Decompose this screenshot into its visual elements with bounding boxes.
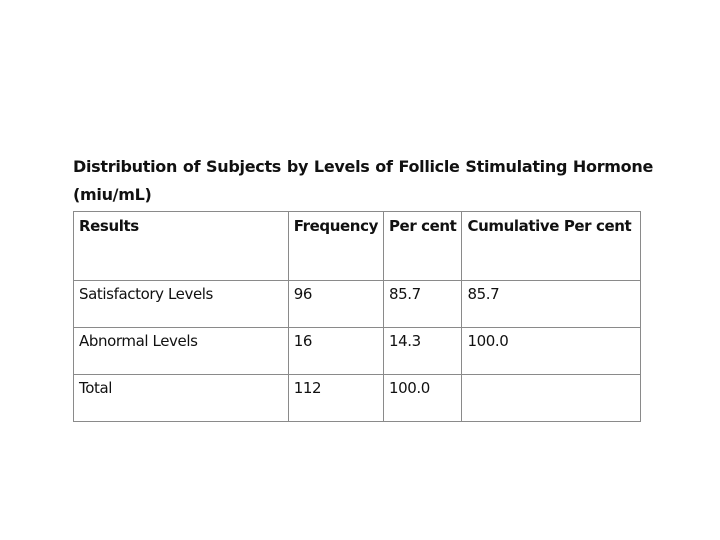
header-per-cent: Per cent: [383, 212, 462, 281]
table-header-row: [74, 212, 641, 281]
cell-per-cent: 85.7: [383, 281, 462, 328]
table-title-line-2: (miu/mL): [73, 185, 152, 204]
table-title-line-1: Distribution of Subjects by Levels of Follicle Stimulating Hormone: [73, 157, 653, 176]
cell-frequency: 112: [288, 375, 383, 422]
table-row-abnormal: [74, 328, 641, 375]
cell-cumulative-per-cent: 100.0: [462, 328, 641, 375]
header-results: Results: [74, 212, 289, 281]
header-cumulative-per-cent: Cumulative Per cent: [462, 212, 641, 281]
table-row-satisfactory: [74, 281, 641, 328]
fsh-distribution-table: [73, 211, 641, 422]
cell-frequency: 96: [288, 281, 383, 328]
cell-result-label: Total: [74, 375, 289, 422]
cell-result-label: Satisfactory Levels: [74, 281, 289, 328]
table-row-total: [74, 375, 641, 422]
cell-result-label: Abnormal Levels: [74, 328, 289, 375]
cell-frequency: 16: [288, 328, 383, 375]
cell-per-cent: 100.0: [383, 375, 462, 422]
header-frequency: Frequency: [288, 212, 383, 281]
cell-per-cent: 14.3: [383, 328, 462, 375]
cell-cumulative-per-cent: [462, 375, 641, 422]
cell-cumulative-per-cent: 85.7: [462, 281, 641, 328]
